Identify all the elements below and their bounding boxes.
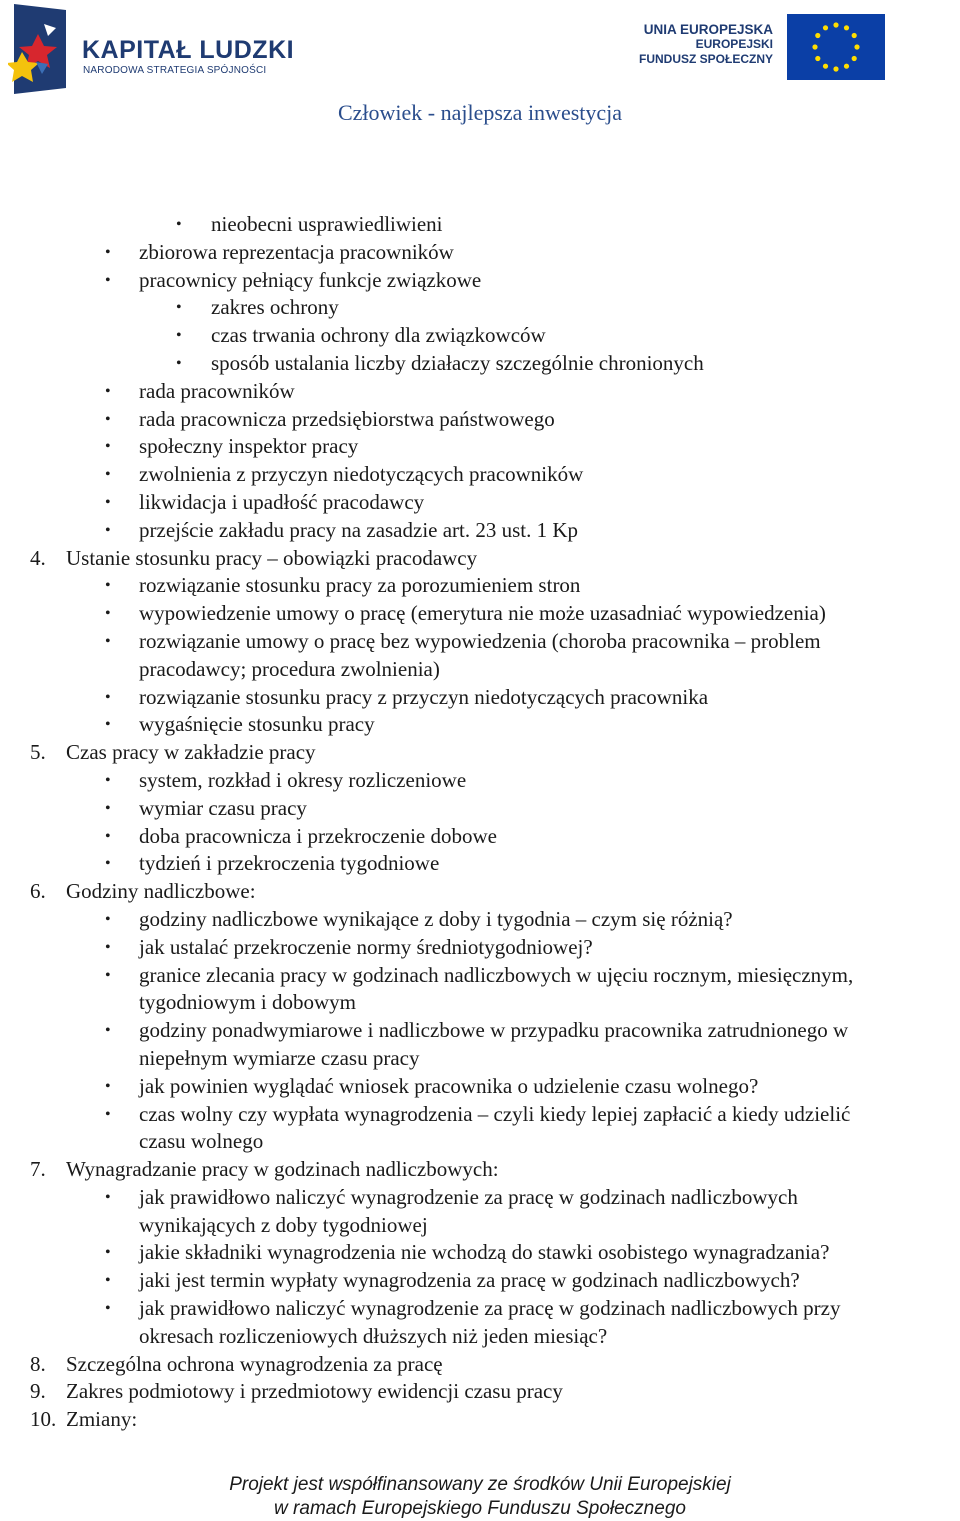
line-text: likwidacja i upadłość pracodawcy (139, 489, 425, 514)
footer-line2: w ramach Europejskiego Funduszu Społecznego (274, 1498, 686, 1519)
bullet-icon: • (105, 1244, 111, 1262)
heading-number: 4. (30, 545, 46, 570)
eu-flag-icon (787, 14, 885, 80)
list-item (0, 350, 960, 378)
bullet-icon: • (105, 577, 111, 595)
eu-logo-text (639, 22, 773, 67)
bullet-icon: • (105, 493, 111, 511)
line-text: Godziny nadliczbowe: (66, 879, 256, 904)
list-item (0, 378, 960, 406)
line-text: godziny ponadwymiarowe i nadliczbowe w przypadku pracownika zatrudnionego w (139, 1018, 849, 1043)
line-text: Ustanie stosunku pracy – obowiązki pracodawcy (66, 545, 478, 570)
heading-number: 5. (30, 740, 46, 765)
list-item-continuation (0, 1045, 960, 1073)
page-header (0, 0, 960, 125)
line-text: pracownicy pełniący funkcje związkowe (139, 267, 482, 292)
list-item (0, 1017, 960, 1045)
line-text: nieobecni usprawiedliwieni (211, 212, 443, 236)
line-text: rada pracownicza przedsiębiorstwa państwowego (139, 406, 555, 431)
list-item (0, 1184, 960, 1212)
list-item (0, 934, 960, 962)
line-text: granice zlecania pracy w godzinach nadliczbowych w ujęciu rocznym, miesięcznym, (139, 962, 854, 987)
list-item (0, 600, 960, 628)
line-text: rozwiązanie stosunku pracy z przyczyn niedotyczących pracownika (139, 684, 709, 709)
list-item (0, 489, 960, 517)
bullet-icon: • (105, 438, 111, 456)
list-item (0, 711, 960, 739)
bullet-icon: • (105, 1077, 111, 1095)
line-text: rada pracowników (139, 378, 295, 403)
list-item (0, 1101, 960, 1129)
bullet-icon: • (105, 799, 111, 817)
bullet-icon: • (105, 966, 111, 984)
line-text: czas wolny czy wypłata wynagrodzenia – czyli kiedy lepiej zapłacić a kiedy udzielić (139, 1101, 851, 1126)
bullet-icon: • (105, 771, 111, 789)
line-text: zbiorowa reprezentacja pracowników (139, 239, 454, 264)
list-item (0, 962, 960, 990)
line-text: okresach rozliczeniowych dłuższych niż jeden miesiąc? (139, 1323, 608, 1348)
bullet-icon: • (105, 1272, 111, 1290)
numbered-heading (0, 1156, 960, 1184)
list-item (0, 1267, 960, 1295)
line-text: Wynagradzanie pracy w godzinach nadliczbowych: (66, 1157, 499, 1182)
line-text: jak prawidłowo naliczyć wynagrodzenie za pracę w godzinach nadliczbowych (139, 1184, 798, 1209)
line-text: sposób ustalania liczby działaczy szczególnie chronionych (211, 350, 704, 375)
bullet-icon: • (105, 1105, 111, 1123)
bullet-icon: • (105, 382, 111, 400)
list-item (0, 211, 960, 239)
bullet-icon: • (105, 410, 111, 428)
list-item (0, 461, 960, 489)
kapital-ludzki-title: KAPITAŁ LUDZKI (82, 36, 295, 64)
list-item (0, 767, 960, 795)
line-text: czasu wolnego (139, 1129, 264, 1154)
line-text: pracodawcy; procedura zwolnienia) (139, 656, 440, 681)
list-item (0, 267, 960, 295)
line-text: wynikających z doby tygodniowej (139, 1212, 428, 1237)
bullet-icon: • (105, 855, 111, 873)
line-text: niepełnym wymiarze czasu pracy (139, 1045, 420, 1070)
bullet-icon: • (105, 688, 111, 706)
bullet-icon: • (105, 605, 111, 623)
list-item-continuation (0, 1212, 960, 1240)
heading-number: 9. (30, 1379, 46, 1404)
line-text: doba pracownicza i przekroczenie dobowe (139, 823, 497, 848)
list-item (0, 517, 960, 545)
line-text: Zmiany: (66, 1407, 138, 1432)
line-text: rozwiązanie umowy o pracę bez wypowiedzenia (choroba pracownika – problem (139, 628, 821, 653)
numbered-heading (0, 1406, 960, 1434)
list-item-continuation (0, 1323, 960, 1351)
bullet-icon: • (105, 1022, 111, 1040)
footer-line1: Projekt jest współfinansowany ze środków Unii Europejskiej (229, 1474, 731, 1495)
line-text: jakie składniki wynagrodzenia nie wchodzą do stawki osobistego wynagradzania? (139, 1240, 830, 1265)
eu-logo-line3: FUNDUSZ SPOŁECZNY (638, 52, 773, 66)
list-item (0, 406, 960, 434)
eu-logo-line2: EUROPEJSKI (695, 37, 773, 51)
bullet-icon: • (176, 299, 182, 317)
eu-fund-logo (620, 14, 885, 84)
bullet-icon: • (176, 354, 182, 372)
list-item-continuation (0, 1128, 960, 1156)
bullet-icon: • (176, 327, 182, 345)
list-item (0, 322, 960, 350)
numbered-heading (0, 1378, 960, 1406)
bullet-icon: • (105, 632, 111, 650)
list-item (0, 294, 960, 322)
line-text: Zakres podmiotowy i przedmiotowy ewidencji czasu pracy (66, 1379, 563, 1404)
numbered-heading (0, 1351, 960, 1379)
line-text: wymiar czasu pracy (139, 795, 307, 820)
page-footer (0, 1473, 960, 1521)
line-text: przejście zakładu pracy na zasadzie art. 23 ust. 1 Kp (139, 517, 579, 542)
bullet-icon: • (176, 216, 182, 233)
bullet-icon: • (105, 716, 111, 734)
bullet-icon: • (105, 271, 111, 289)
list-item (0, 850, 960, 878)
page-subtitle: Człowiek - najlepsza inwestycja (337, 100, 623, 125)
line-text: jak powinien wyglądać wniosek pracownika o udzielenie czasu wolnego? (139, 1073, 759, 1098)
line-text: tygodniowym i dobowym (139, 990, 357, 1015)
document-body (0, 211, 960, 1434)
line-text: zwolnienia z przyczyn niedotyczących pracowników (139, 462, 584, 487)
heading-number: 8. (30, 1351, 46, 1376)
kapital-ludzki-logo (8, 4, 308, 94)
list-item-continuation (0, 656, 960, 684)
list-item (0, 823, 960, 851)
numbered-heading (0, 739, 960, 767)
line-text: wygaśnięcie stosunku pracy (139, 712, 375, 737)
bullet-icon: • (105, 1188, 111, 1206)
eu-logo-line1: UNIA EUROPEJSKA (643, 22, 773, 37)
bullet-icon: • (105, 827, 111, 845)
list-item (0, 684, 960, 712)
line-text: Czas pracy w zakładzie pracy (66, 740, 316, 765)
numbered-heading (0, 878, 960, 906)
bullet-icon: • (105, 910, 111, 928)
heading-number: 7. (30, 1157, 46, 1182)
list-item (0, 572, 960, 600)
bullet-icon: • (105, 466, 111, 484)
heading-number: 6. (30, 879, 46, 904)
line-text: godziny nadliczbowe wynikające z doby i tygodnia – czym się różnią? (139, 906, 733, 931)
list-item (0, 1239, 960, 1267)
list-item (0, 433, 960, 461)
line-text: rozwiązanie stosunku pracy za porozumieniem stron (139, 573, 581, 598)
list-item-continuation (0, 989, 960, 1017)
line-text: zakres ochrony (211, 295, 339, 320)
line-text: jak prawidłowo naliczyć wynagrodzenie za pracę w godzinach nadliczbowych przy (139, 1296, 841, 1321)
kapital-ludzki-subtitle: NARODOWA STRATEGIA SPÓJNOŚCI (83, 65, 267, 76)
bullet-icon: • (105, 243, 111, 261)
numbered-heading (0, 545, 960, 573)
bullet-icon: • (105, 1300, 111, 1318)
line-text: wypowiedzenie umowy o pracę (emerytura nie może uzasadniać wypowiedzenia) (139, 601, 826, 626)
list-item (0, 628, 960, 656)
line-text: jak ustalać przekroczenie normy średniotygodniowej? (139, 934, 593, 959)
list-item (0, 906, 960, 934)
line-text: społeczny inspektor pracy (139, 434, 359, 459)
line-text: Szczególna ochrona wynagrodzenia za pracę (66, 1351, 443, 1376)
list-item (0, 795, 960, 823)
list-item (0, 239, 960, 267)
heading-number: 10. (30, 1407, 57, 1432)
list-item (0, 1073, 960, 1101)
bullet-icon: • (105, 521, 111, 539)
kapital-ludzki-emblem-icon (8, 4, 72, 94)
line-text: jaki jest termin wypłaty wynagrodzenia za pracę w godzinach nadliczbowych? (139, 1268, 800, 1293)
bullet-icon: • (105, 938, 111, 956)
list-item (0, 1295, 960, 1323)
line-text: czas trwania ochrony dla związkowców (211, 323, 546, 348)
line-text: tydzień i przekroczenia tygodniowe (139, 851, 440, 876)
line-text: system, rozkład i okresy rozliczeniowe (139, 767, 467, 792)
